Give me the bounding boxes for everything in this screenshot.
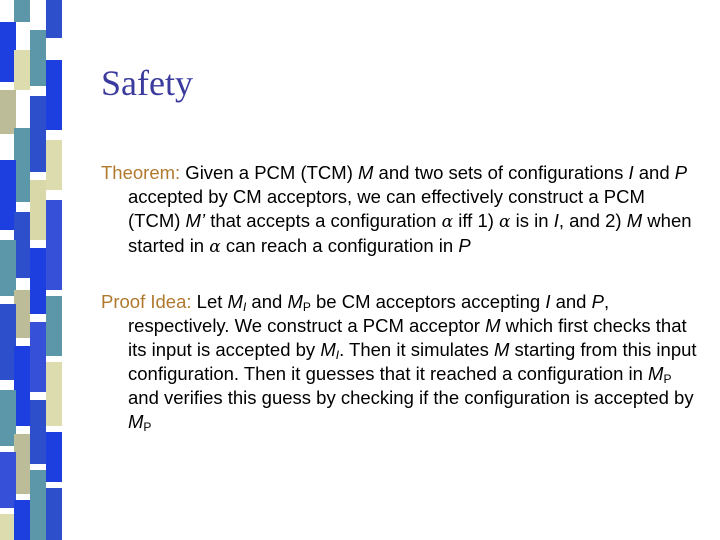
stripe (14, 128, 30, 202)
stripe (46, 296, 62, 356)
stripe (46, 432, 62, 482)
stripe (46, 362, 62, 426)
subscript-p: P (302, 300, 311, 314)
var-p: P (674, 162, 688, 183)
var-m: M (287, 291, 303, 312)
var-m: M (494, 339, 510, 360)
stripe (14, 212, 30, 278)
subscript-p: P (663, 372, 672, 386)
proof-text: be CM acceptors accepting (310, 291, 546, 312)
var-i: I (545, 291, 551, 312)
proof-text: . Then it simulates (339, 339, 494, 360)
proof-text: and (246, 291, 288, 312)
stripe (14, 50, 30, 90)
subscript-i: I (242, 300, 247, 314)
stripe (46, 140, 62, 190)
var-p: P (458, 235, 471, 256)
var-m: M (128, 411, 144, 432)
stripe (14, 434, 30, 494)
theorem-text: iff 1) (453, 210, 500, 231)
proof-text: , respectively. We construct a PCM acceptor (128, 291, 610, 336)
var-i: I (628, 162, 634, 183)
proof-idea-label: Proof Idea: (101, 291, 192, 312)
theorem-text: can reach a configuration in (220, 235, 459, 256)
proof-text: which first checks that its input is accepted by (128, 315, 687, 360)
stripe (14, 346, 30, 426)
var-m: M (648, 363, 664, 384)
theorem-text: accepted by CM acceptors, we can effectively construct a PCM (TCM) (128, 186, 645, 231)
var-i: I (553, 210, 559, 231)
theorem-text: is in (510, 210, 554, 231)
theorem-text: and two sets of configurations (373, 162, 629, 183)
decorative-stripe-bar (0, 0, 66, 540)
stripe (30, 180, 46, 240)
theorem-text: , and 2) (558, 210, 627, 231)
proof-text: and (550, 291, 592, 312)
theorem-paragraph (101, 161, 701, 259)
slide-title: Safety (101, 63, 193, 103)
var-m: M (626, 210, 643, 231)
proof-idea-paragraph (101, 290, 701, 434)
stripe (46, 488, 62, 540)
var-m: M (320, 339, 336, 360)
stripe (14, 0, 30, 22)
proof-text: Let (191, 291, 228, 312)
theorem-text: Given a PCM (TCM) (180, 162, 358, 183)
theorem-text: that accepts a configuration (205, 210, 442, 231)
stripe (46, 200, 62, 290)
subscript-p: P (143, 420, 152, 434)
stripe (0, 240, 16, 296)
stripe (30, 470, 46, 540)
theorem-text: and (633, 162, 675, 183)
theorem-text: when started in (128, 210, 692, 256)
stripe (46, 0, 62, 38)
proof-text: and verifies this guess by checking if the configuration is accepted by (128, 387, 694, 408)
stripe (30, 400, 46, 464)
var-m: M (358, 162, 374, 183)
alpha-symbol: α (441, 212, 454, 232)
theorem-label: Theorem: (101, 162, 181, 183)
subscript-i: I (335, 348, 340, 362)
stripe (30, 96, 46, 172)
var-m: M (485, 315, 501, 336)
stripe (14, 500, 30, 540)
stripe (46, 60, 62, 130)
stripe (30, 30, 46, 86)
proof-text: starting from this input configuration. Then it guesses that it reached a configuration in (128, 339, 697, 384)
alpha-symbol: α (499, 212, 511, 232)
var-m: M (227, 291, 243, 312)
alpha-symbol: α (209, 237, 221, 257)
var-m-prime: M’ (185, 210, 206, 231)
stripe (14, 290, 30, 338)
stripe (30, 248, 46, 314)
stripe (30, 322, 46, 392)
var-p: P (591, 291, 604, 312)
